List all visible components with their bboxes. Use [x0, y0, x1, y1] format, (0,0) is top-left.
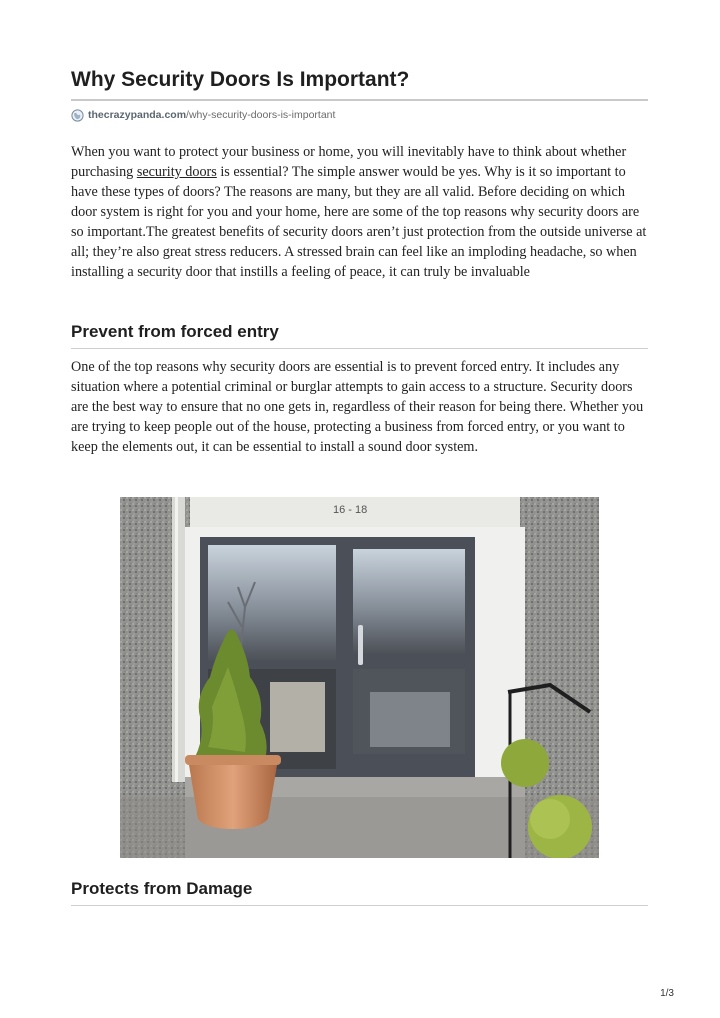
- globe-icon: [71, 109, 84, 122]
- intro-text-before: When you want to protect your business or home, you will inevitably have to think about whether purchasing: [71, 144, 627, 180]
- source-path: /why-security-doors-is-important: [186, 109, 336, 121]
- section-heading-damage: Protects from Damage: [71, 879, 253, 898]
- section-divider: [71, 905, 648, 906]
- security-doors-link[interactable]: security doors: [136, 164, 217, 180]
- intro-paragraph: [71, 142, 651, 282]
- section-heading-forced-entry: Prevent from forced entry: [71, 322, 279, 341]
- section-divider: [71, 348, 648, 349]
- title-divider: [71, 99, 648, 101]
- article-title: Why Security Doors Is Important?: [71, 68, 410, 91]
- security-door-photo: [120, 497, 599, 858]
- source-url[interactable]: [71, 107, 335, 123]
- door-number-sign: 16 - 18: [333, 504, 368, 516]
- source-domain: thecrazypanda.com: [88, 109, 187, 121]
- page-number: 1/3: [660, 988, 674, 999]
- intro-text-after: is essential? The simple answer would be yes. Why is it so important to have these types of doors? The reasons are many, but they are all valid. Before deciding on which door system is right for you and your home, here are some of the top reasons why security doors are so important.The greatest benefits of security doors aren’t just protection from the outside universe at all; they’re also great stress reducers. A stressed brain can feel like an imploding headache, so when installing a security door that instills a feeling of peace, it can truly be invaluable: [71, 164, 647, 280]
- section-body-forced-entry: One of the top reasons why security doors are essential is to prevent forced entry. It includes any situation where a potential criminal or burglar attempts to gain access to a structure. Security doors are the best way to ensure that no one gets in, regardless of their reason for being there. Whether you are trying to keep people out of the house, protecting a business from forced entry, or you want to keep the elements out, it can be essential to install a sound door system.: [71, 359, 644, 455]
